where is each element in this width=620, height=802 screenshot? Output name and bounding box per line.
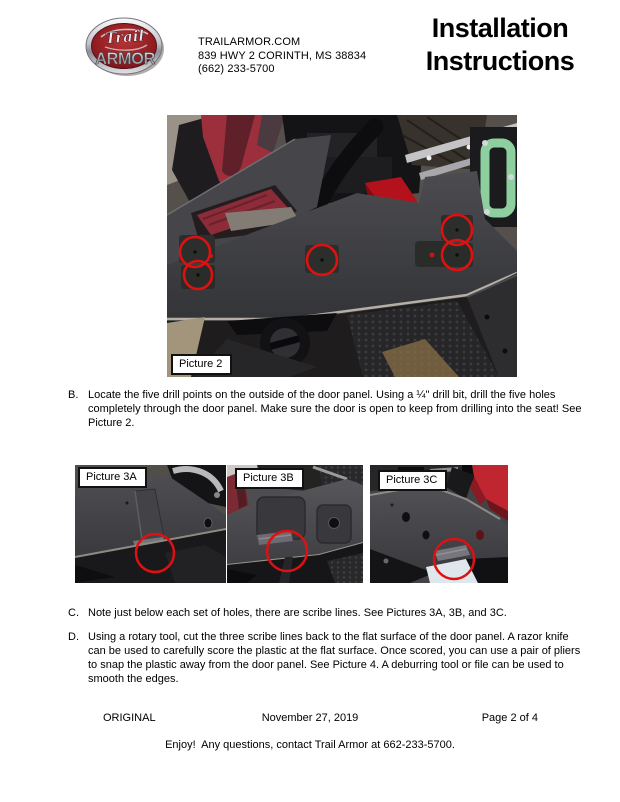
page-title-line1: Installation xyxy=(431,13,569,43)
step-d-letter: D. xyxy=(68,631,79,643)
step-c-text: Note just below each set of holes, there are scribe lines. See Pictures 3A, 3B, and 3C. xyxy=(88,607,507,619)
picture-2-photo xyxy=(167,115,517,377)
company-address: 839 HWY 2 CORINTH, MS 38834 xyxy=(198,49,367,62)
footer-contact-note: Enjoy! Any questions, contact Trail Armor at 662-233-5700. xyxy=(165,739,455,751)
picture-3a-figure xyxy=(75,465,226,583)
footer-page-number: Page 2 of 4 xyxy=(481,712,538,724)
step-b xyxy=(68,388,582,430)
step-b-letter: B. xyxy=(68,389,79,401)
step-b-text: Locate the five drill points on the outside of the door panel. Using a ¼" drill bit, drill the five holes completely through the door panel. Make sure the door is open to keep from drilling into the seat! See Picture 2. xyxy=(88,389,582,429)
company-contact-block xyxy=(198,36,366,77)
trail-armor-logo-graphic xyxy=(84,13,166,79)
logo-armor-text: ARMOR xyxy=(95,50,155,68)
company-website: TRAILARMOR.COM xyxy=(198,36,301,48)
picture-3b-figure xyxy=(227,465,363,583)
footer-date: November 27, 2019 xyxy=(261,712,359,724)
company-phone: (662) 233-5700 xyxy=(198,63,275,75)
logo-script-text: Trail xyxy=(104,26,145,48)
step-d xyxy=(68,630,582,686)
page-title xyxy=(394,12,606,78)
picture-3a-label: Picture 3A xyxy=(78,467,147,488)
footer-original: ORIGINAL xyxy=(103,712,156,724)
picture-3b-label: Picture 3B xyxy=(235,468,304,489)
picture-2-label: Picture 2 xyxy=(171,354,232,375)
picture-3c-figure xyxy=(370,465,508,583)
trail-armor-logo xyxy=(84,13,166,79)
picture-2-figure xyxy=(167,115,517,377)
page-title-line2: Instructions xyxy=(425,46,575,76)
picture-3c-label: Picture 3C xyxy=(378,470,447,491)
step-c-letter: C. xyxy=(68,607,79,619)
step-c xyxy=(68,606,582,620)
step-d-text: Using a rotary tool, cut the three scribe lines back to the flat surface of the door panel. A razor knife can be used to carefully score the plastic at the flat surface. Once scored, you can use a pair of pliers to snap the plastic away from the door panel. See Picture 4. A deburring tool or file can be used to smooth the edges. xyxy=(88,631,581,685)
